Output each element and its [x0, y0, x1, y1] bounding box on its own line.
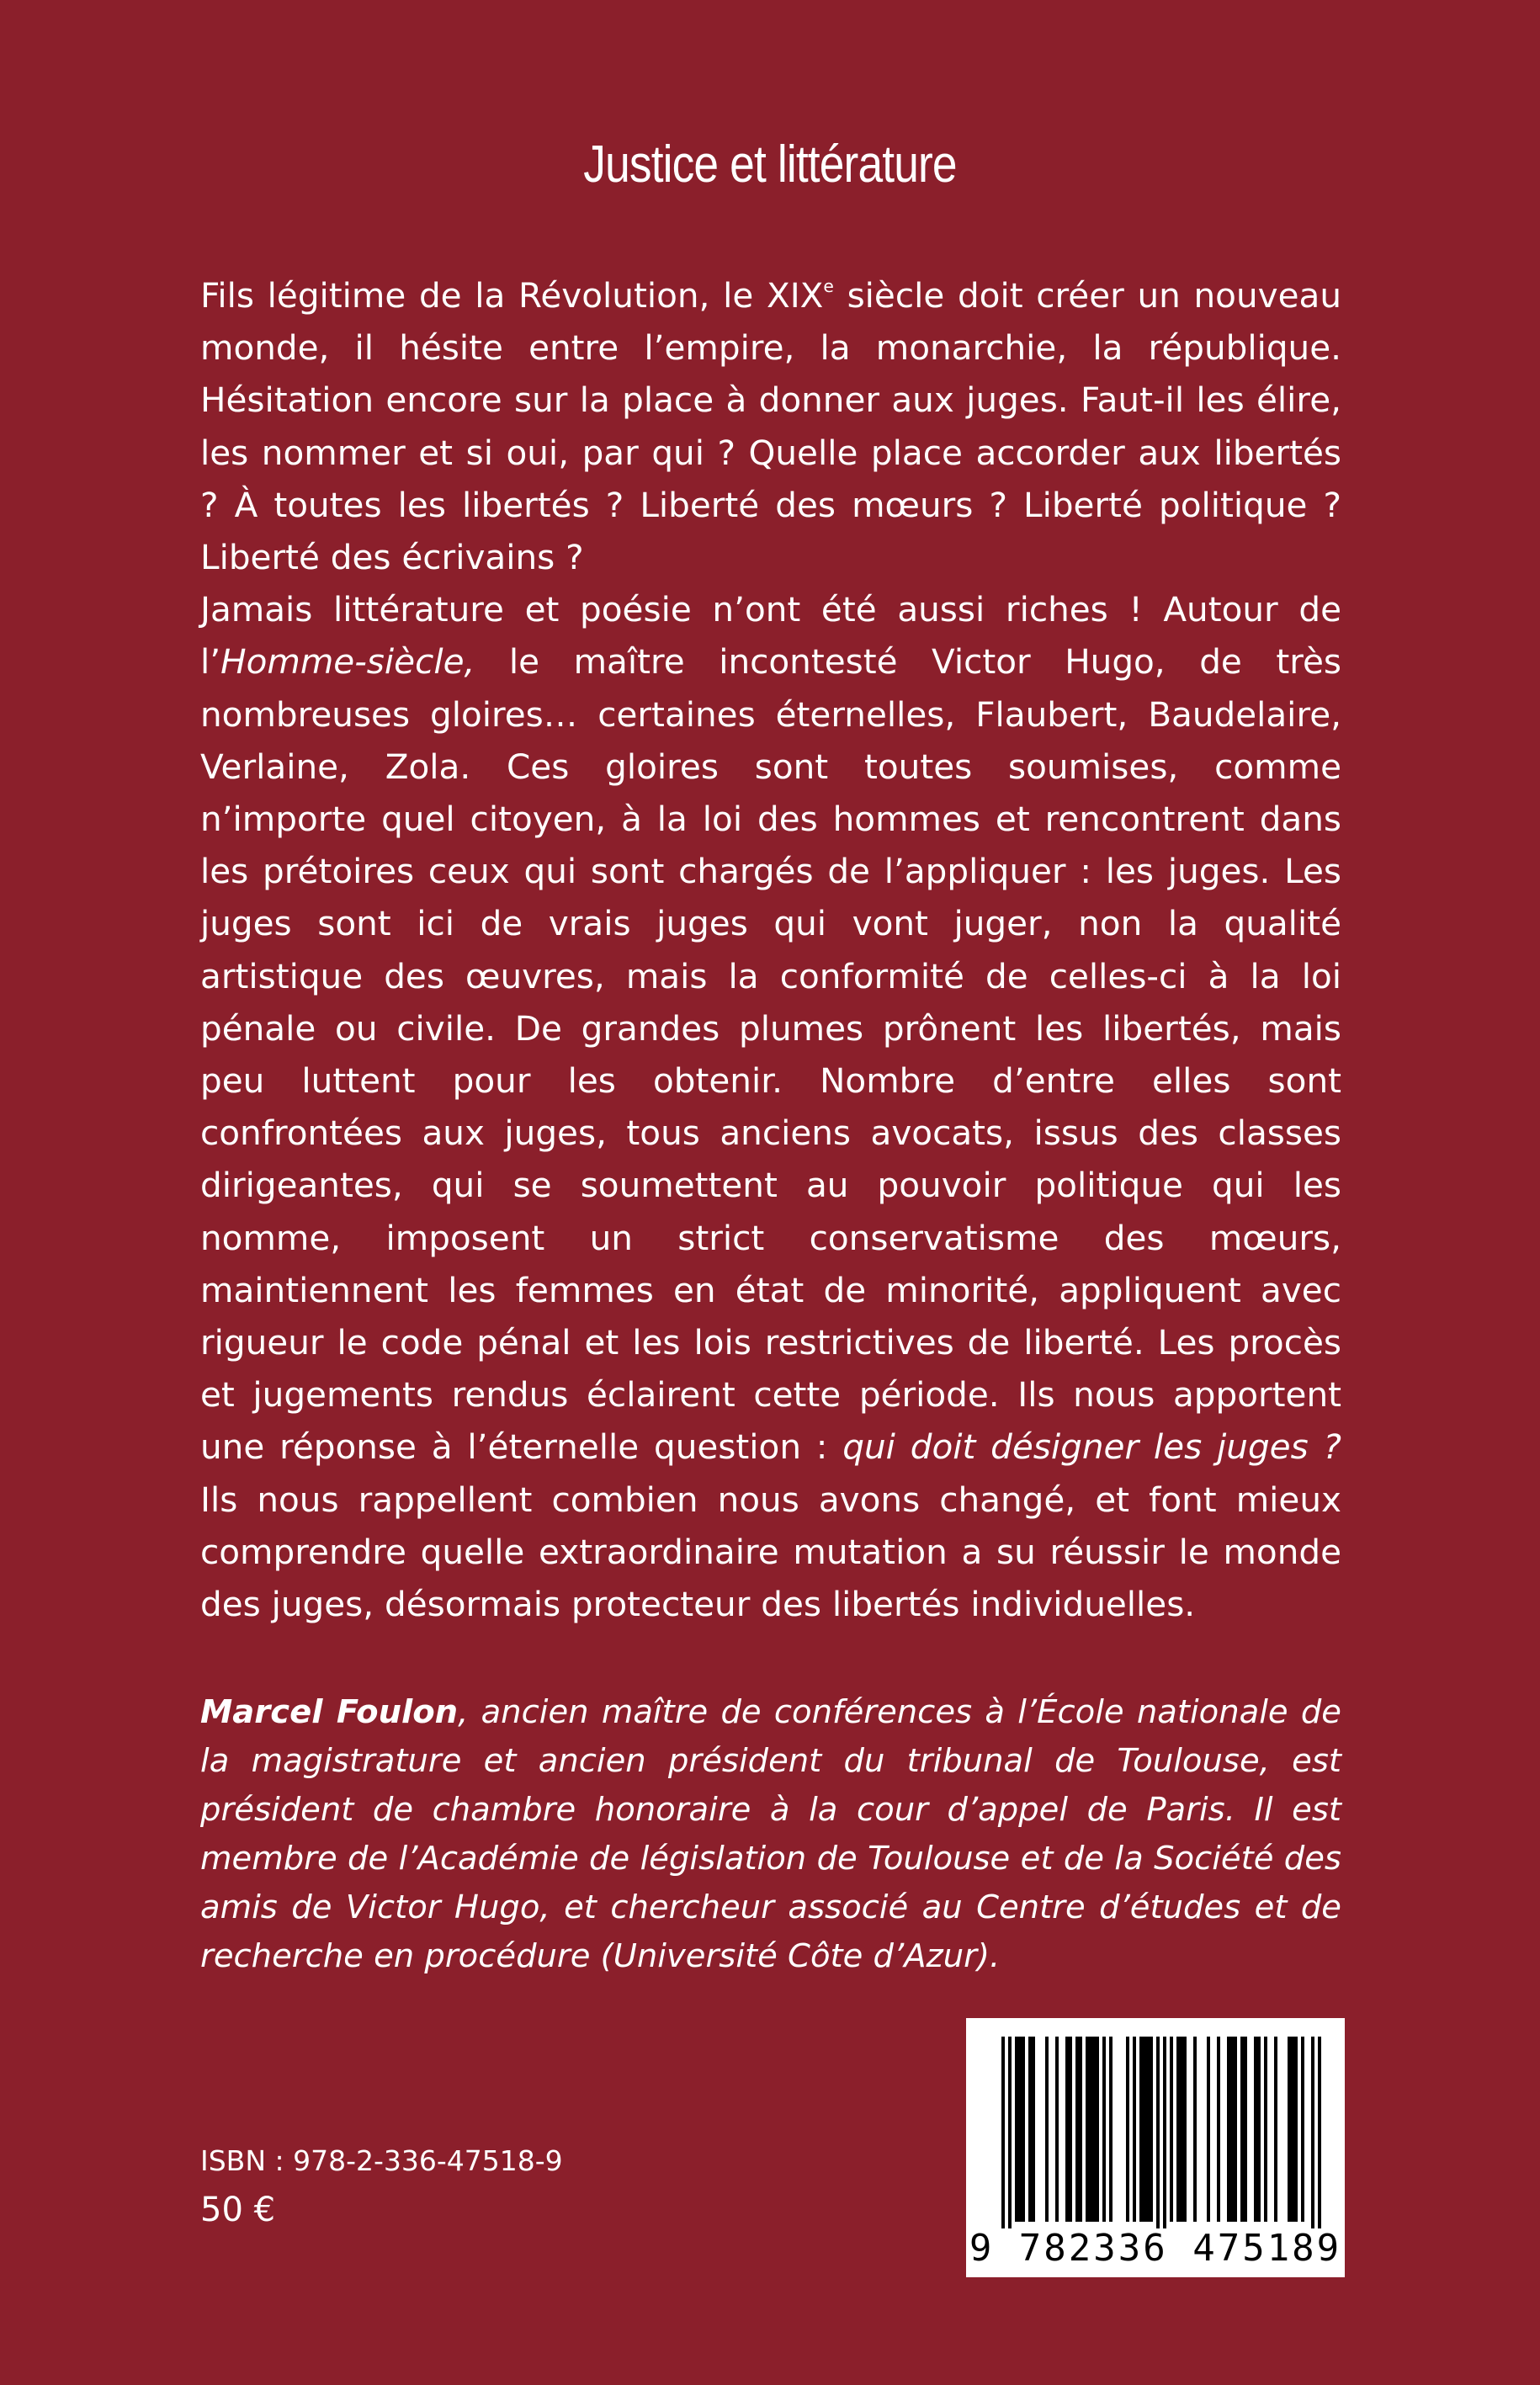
barcode-bar: [1086, 2037, 1089, 2222]
author-name: Marcel Foulon: [200, 1693, 459, 1731]
barcode-bar: [1291, 2037, 1294, 2222]
barcode-bar: [1183, 2037, 1187, 2222]
barcode-bar: [1217, 2037, 1220, 2222]
barcode-bar: [1065, 2037, 1069, 2222]
barcode-digits: 9 782336 475189: [969, 2227, 1342, 2270]
summary-text: le maître incontesté Victor Hugo, de très nombreuses gloires… certaines éternelles, Flaubert, Baudelaire, Verlaine, Zola. Ces gloires sont toutes soumises, comme n’importe quel citoyen, à la loi des hommes et rencontrent dans les prétoires ceux qui sont chargés de l’appliquer : les juges. Les juges sont ici de vrais juges qui vont juger, non la qualité artistique des œuvres, mais la conformité de celles-ci à la loi pénale ou civile. De grandes plumes prônent les libertés, mais peu luttent pour les obtenir. Nombre d’entre elles sont confrontées aux juges, tous anciens avocats, issus des classes dirigeantes, qui se soumettent au pouvoir politique qui les nomme, imposent un strict conservatisme des mœurs, maintiennent les femmes en état de minorité, appliquent avec rigueur le code pénal et les lois restrictives de liberté. Les procès et jugements rendus éclairent cette période. Ils nous apportent une réponse à l’éternelle question :: [200, 641, 1341, 1468]
barcode-bar: [1008, 2037, 1012, 2228]
author-bio-text: , ancien maître de conférences à l’École nationale de la magistrature et ancien président du tribunal de Toulouse, est président de chambre honoraire à la cour d’appel de Paris. Il est membre de l’Académie de législation de Toulouse et de la Société des amis de Victor Hugo, et chercheur associé au Centre d’études et de recherche en procédure (Université Côte d’Azur).: [200, 1693, 1341, 1975]
barcode-bar: [1069, 2037, 1072, 2222]
summary-text: Ils nous rappellent combien nous avons changé, et font mieux comprendre quelle extraordinaire mutation a su réussir le monde des juges, désormais protecteur des libertés individuelles.: [200, 1479, 1341, 1625]
barcode-bar: [1176, 2037, 1180, 2222]
barcode-bar: [1207, 2037, 1210, 2222]
summary-paragraph-2: [200, 583, 1341, 1630]
barcode-bar: [1264, 2037, 1267, 2222]
barcode-bar: [1089, 2037, 1092, 2222]
summary-text: siècle doit créer un nouveau monde, il hésite entre l’empire, la monarchie, la république. Hésitation encore sur la place à donner aux juges. Faut-il les élire, les nommer et si oui, par qui ? Quelle place accorder aux libertés ? À toutes les libertés ? Liberté des mœurs ? Liberté politique ? Liberté des écrivains ?: [200, 275, 1342, 578]
barcode-bar: [1234, 2037, 1237, 2222]
price: 50 €: [200, 2191, 276, 2229]
summary-text: Jamais littérature et poésie n’ont été aussi riches ! Autour de l’: [200, 589, 1341, 683]
barcode-bar: [1288, 2037, 1291, 2222]
century-superscript: e: [823, 275, 834, 296]
summary-text: Fils légitime de la Révolution, le XIX: [200, 275, 824, 316]
barcode-bar: [1156, 2037, 1160, 2228]
barcode-bar: [1126, 2037, 1129, 2222]
barcode-bar: [1015, 2037, 1018, 2222]
barcode-bar: [1102, 2037, 1106, 2222]
isbn: ISBN : 978-2-336-47518-9: [200, 2144, 563, 2177]
barcode-bar: [1230, 2037, 1234, 2222]
barcode-bar: [1146, 2037, 1150, 2222]
barcode-bar: [1294, 2037, 1298, 2222]
barcode-bar: [1254, 2037, 1257, 2222]
barcode-bar: [1075, 2037, 1079, 2222]
barcode-bar: [1180, 2037, 1183, 2222]
barcode-bar: [1096, 2037, 1099, 2222]
summary-emphasis: Homme-siècle,: [220, 641, 475, 683]
barcode-bar: [1092, 2037, 1096, 2222]
barcode-bar: [1274, 2037, 1277, 2222]
summary-emphasis: qui doit désigner les juges ?: [842, 1426, 1341, 1468]
barcode-bar: [1143, 2037, 1146, 2222]
ean13-barcode-icon: [966, 2018, 1345, 2228]
barcode-bar: [1139, 2037, 1143, 2222]
barcode-bar: [1133, 2037, 1136, 2222]
barcode-bar: [1079, 2037, 1082, 2222]
barcode: [966, 2018, 1345, 2277]
barcode-bar: [1022, 2037, 1025, 2222]
barcode-bar: [1170, 2037, 1173, 2222]
barcode-bar: [1150, 2037, 1153, 2222]
barcode-bar: [1240, 2037, 1244, 2222]
barcode-bar: [1244, 2037, 1247, 2222]
barcode-bar: [1163, 2037, 1166, 2228]
barcode-bar: [1028, 2037, 1032, 2222]
barcode-bar: [1109, 2037, 1113, 2222]
barcode-bar: [1018, 2037, 1022, 2222]
barcode-bar: [1227, 2037, 1230, 2222]
barcode-bar: [1257, 2037, 1261, 2222]
back-cover-summary: [200, 269, 1341, 1630]
barcode-bar: [1001, 2037, 1005, 2228]
barcode-bar: [1045, 2037, 1049, 2222]
barcode-bar: [1318, 2037, 1321, 2228]
summary-paragraph-1: [200, 269, 1341, 583]
barcode-bar: [1032, 2037, 1035, 2222]
barcode-bar: [1055, 2037, 1059, 2222]
barcode-bar: [1311, 2037, 1314, 2228]
book-title: Justice et littérature: [583, 135, 957, 194]
author-bio: [200, 1688, 1341, 1981]
barcode-bar: [1193, 2037, 1197, 2222]
barcode-bar: [1301, 2037, 1304, 2222]
